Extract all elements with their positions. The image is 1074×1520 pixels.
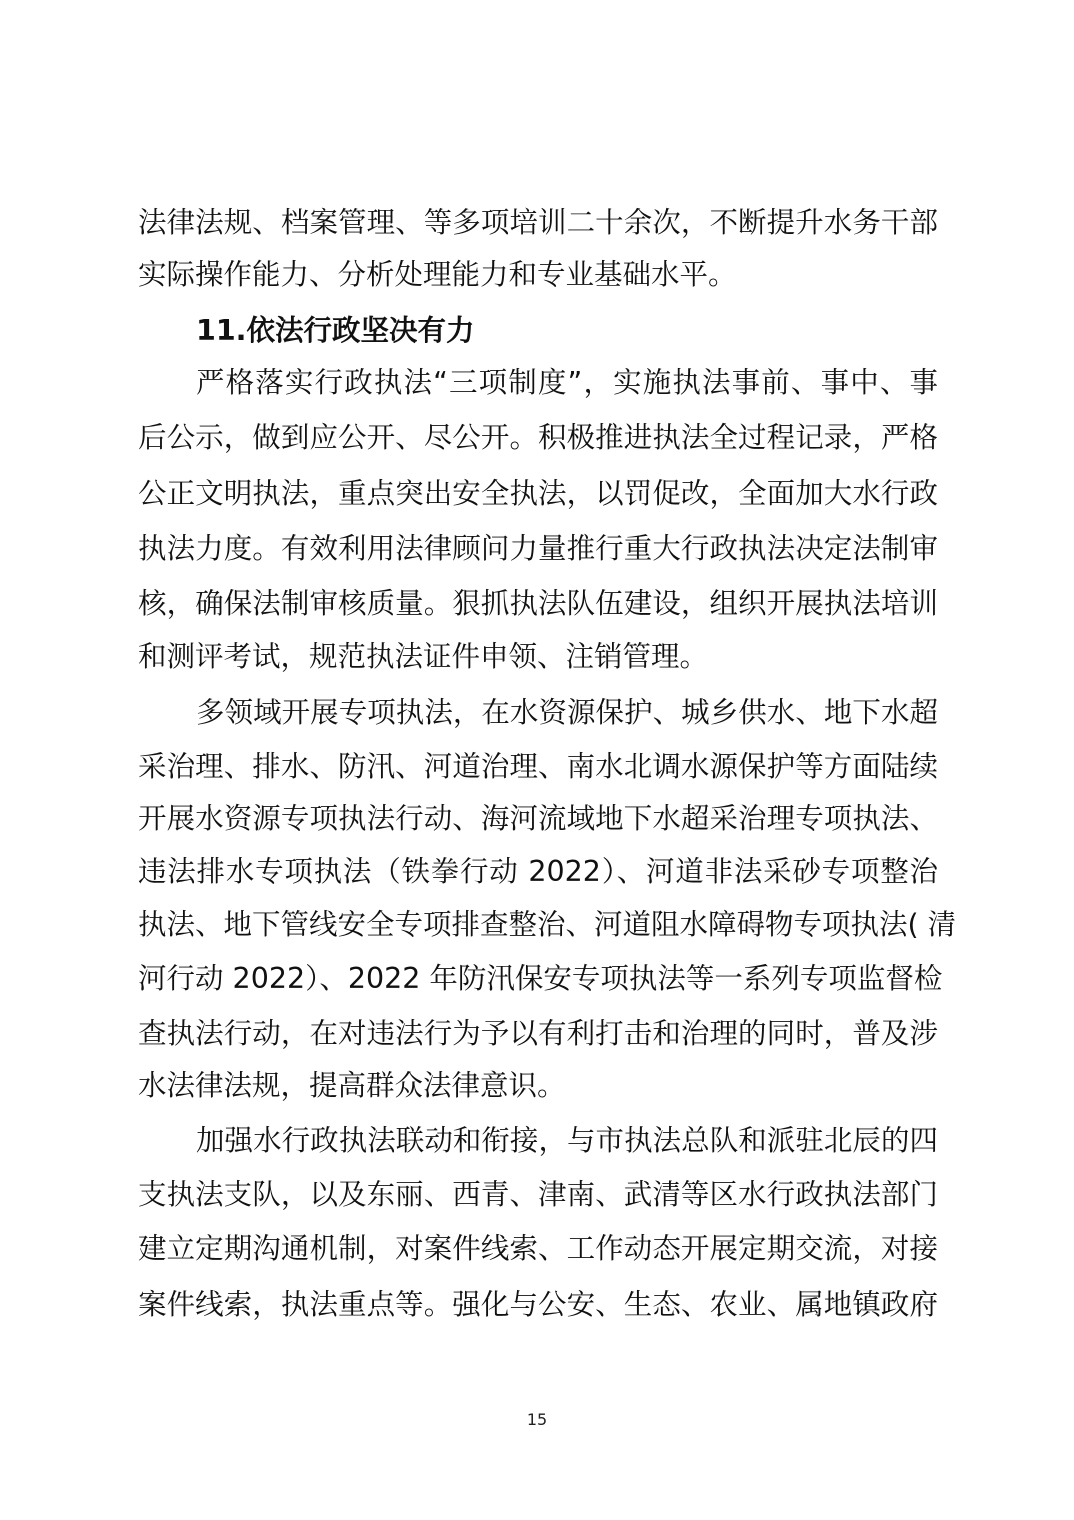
body-text-line: 水法律法规，提高群众法律意识。 — [138, 1069, 566, 1102]
body-text-line: 加强水行政执法联动和衔接，与市执法总队和派驻北辰的四 — [196, 1124, 938, 1157]
body-text-line: 法律法规、档案管理、等多项培训二十余次，不断提升水务干部 — [138, 206, 938, 239]
body-text-line: 实际操作能力、分析处理能力和专业基础水平。 — [138, 258, 737, 291]
section-heading: 11.依法行政坚决有力 — [196, 314, 475, 347]
body-text-line: 执法、地下管线安全专项排查整治、河道阻水障碍物专项执法( 清 — [138, 908, 957, 941]
body-text-line: 和测评考试，规范执法证件申领、注销管理。 — [138, 640, 709, 673]
body-text-line: 严格落实行政执法“三项制度”，实施执法事前、事中、事 — [196, 366, 938, 399]
body-text-line: 多领域开展专项执法，在水资源保护、城乡供水、地下水超 — [196, 696, 938, 729]
body-text-line: 河行动 2022）、2022 年防汛保安专项执法等一系列专项监督检 — [138, 962, 943, 995]
body-text-line: 核，确保法制审核质量。狠抓执法队伍建设，组织开展执法培训 — [138, 587, 938, 620]
body-text-line: 公正文明执法，重点突出安全执法，以罚促改，全面加大水行政 — [138, 477, 938, 510]
page-number: 15 — [526, 1410, 548, 1429]
body-text-line: 开展水资源专项执法行动、海河流域地下水超采治理专项执法、 — [138, 802, 938, 835]
body-text-line: 执法力度。有效利用法律顾问力量推行重大行政执法决定法制审 — [138, 532, 938, 565]
body-text-line: 支执法支队，以及东丽、西青、津南、武清等区水行政执法部门 — [138, 1178, 938, 1211]
body-text-line: 案件线索，执法重点等。强化与公安、生态、农业、属地镇政府 — [138, 1288, 938, 1321]
body-text-line: 违法排水专项执法（铁拳行动 2022）、河道非法采砂专项整治 — [138, 855, 938, 888]
body-text-line: 查执法行动，在对违法行为予以有利打击和治理的同时，普及涉 — [138, 1017, 938, 1050]
body-text-line: 建立定期沟通机制，对案件线索、工作动态开展定期交流，对接 — [138, 1232, 938, 1265]
body-text-line: 后公示，做到应公开、尽公开。积极推进执法全过程记录，严格 — [138, 421, 938, 454]
body-text-line: 采治理、排水、防汛、河道治理、南水北调水源保护等方面陆续 — [138, 750, 938, 783]
